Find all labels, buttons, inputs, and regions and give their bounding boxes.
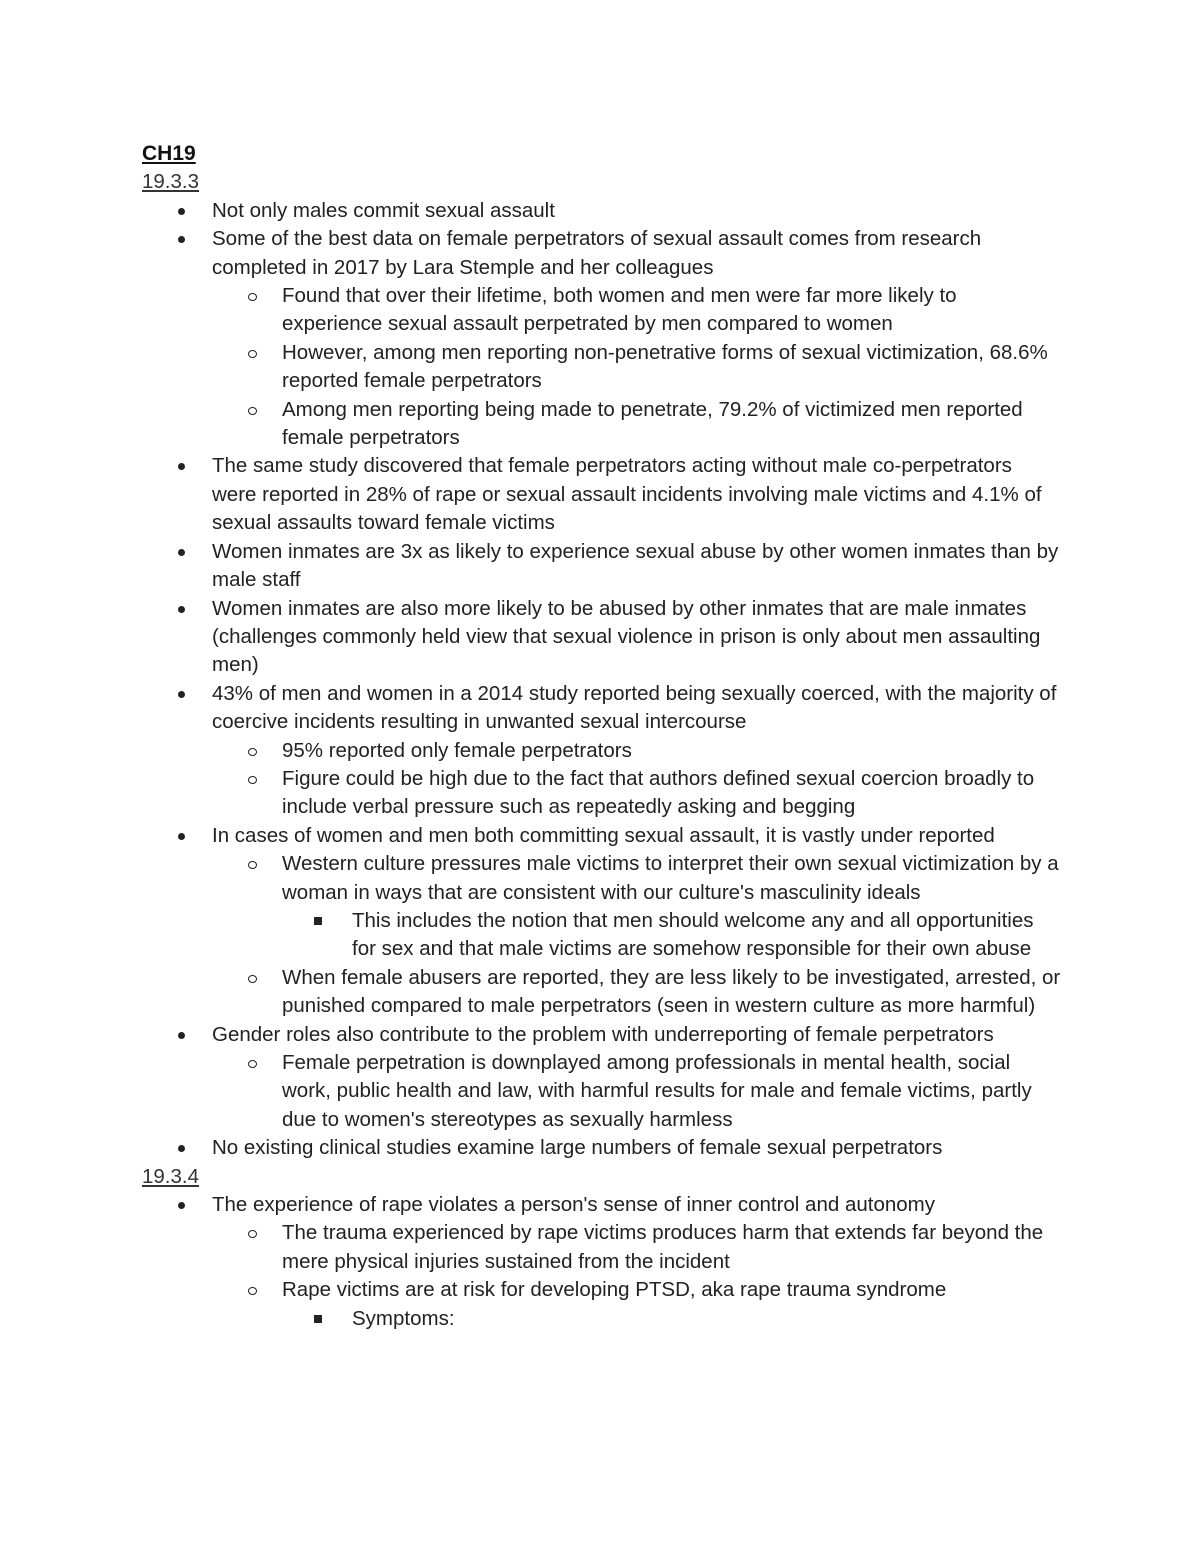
sub-sub-bullet-item bbox=[282, 1305, 1062, 1333]
sub-bullet-item bbox=[212, 339, 1062, 396]
square-bullet-icon bbox=[314, 1305, 334, 1333]
disc-bullet-icon bbox=[176, 822, 196, 850]
bullet-text: Women inmates are 3x as likely to experience sexual abuse by other women inmates than by male staff bbox=[212, 539, 1059, 592]
sub-bullet-item bbox=[212, 765, 1062, 822]
sub-bullet-item bbox=[212, 737, 1062, 765]
disc-bullet-icon bbox=[176, 538, 196, 566]
sub-bullet-item bbox=[212, 850, 1062, 964]
bullet-text: Some of the best data on female perpetrators of sexual assault comes from research completed in 2017 by Lara Stemple and her colleagues bbox=[212, 227, 982, 279]
sub-bullet-text: 95% reported only female perpetrators bbox=[282, 738, 632, 762]
sub-bullet-text: However, among men reporting non-penetrative forms of sexual victimization, 68.6% reported female perpetrators bbox=[282, 340, 1048, 393]
sub-bullet-item bbox=[212, 1276, 1062, 1333]
sub-sub-bullet-list bbox=[282, 1305, 1062, 1333]
circle-bullet-icon bbox=[248, 282, 268, 310]
bullet-item bbox=[142, 1021, 1062, 1135]
bullet-item bbox=[142, 595, 1062, 680]
sub-bullet-text: Figure could be high due to the fact that authors defined sexual coercion broadly to include verbal pressure such as repeatedly asking and begging bbox=[282, 766, 1035, 819]
bullet-item bbox=[142, 680, 1062, 822]
bullet-item bbox=[142, 822, 1062, 1021]
disc-bullet-icon bbox=[176, 680, 196, 708]
bullet-text: No existing clinical studies examine large numbers of female sexual perpetrators bbox=[212, 1136, 943, 1160]
sub-sub-bullet-text: Symptoms: bbox=[352, 1306, 455, 1330]
sub-bullet-text: Among men reporting being made to penetrate, 79.2% of victimized men reported female perpetrators bbox=[282, 397, 1023, 450]
bullet-text: Gender roles also contribute to the problem with underreporting of female perpetrators bbox=[212, 1022, 994, 1046]
bullet-text: The experience of rape violates a person's sense of inner control and autonomy bbox=[212, 1193, 935, 1217]
sub-sub-bullet-text: This includes the notion that men should welcome any and all opportunities for sex and that male victims are somehow responsible for their own abuse bbox=[352, 908, 1034, 961]
sub-bullet-text: The trauma experienced by rape victims produces harm that extends far beyond the mere physical injuries sustained from the incident bbox=[282, 1221, 1044, 1273]
bullet-text: Women inmates are also more likely to be abused by other inmates that are male inmates (challenges commonly held view that sexual violence in prison is only about men assaulting men) bbox=[212, 596, 1041, 677]
circle-bullet-icon bbox=[248, 1276, 268, 1304]
section-heading: 19.3.4 bbox=[142, 1164, 199, 1188]
sub-bullet-text: When female abusers are reported, they are less likely to be investigated, arrested, or punished compared to male perpetrators (seen in western culture as more harmful) bbox=[282, 965, 1061, 1018]
bullet-text: Not only males commit sexual assault bbox=[212, 198, 555, 222]
circle-bullet-icon bbox=[248, 339, 268, 367]
circle-bullet-icon bbox=[248, 850, 268, 878]
bullet-item bbox=[142, 538, 1062, 595]
document-body bbox=[142, 140, 1062, 1333]
sub-bullet-item bbox=[212, 396, 1062, 453]
sub-bullet-list bbox=[212, 282, 1062, 452]
sub-bullet-list bbox=[212, 737, 1062, 822]
bullet-text: In cases of women and men both committing sexual assault, it is vastly under reported bbox=[212, 823, 995, 847]
sub-sub-bullet-list bbox=[282, 907, 1062, 964]
circle-bullet-icon bbox=[248, 1049, 268, 1077]
sub-sub-bullet-item bbox=[282, 907, 1062, 964]
disc-bullet-icon bbox=[176, 452, 196, 480]
sub-bullet-item bbox=[212, 282, 1062, 339]
disc-bullet-icon bbox=[176, 197, 196, 225]
section-heading: 19.3.3 bbox=[142, 170, 199, 194]
sub-bullet-text: Rape victims are at risk for developing PTSD, aka rape trauma syndrome bbox=[282, 1278, 947, 1302]
bullet-item bbox=[142, 225, 1062, 452]
bullet-item bbox=[142, 197, 1062, 225]
circle-bullet-icon bbox=[248, 396, 268, 424]
sub-bullet-text: Western culture pressures male victims to interpret their own sexual victimization by a woman in ways that are consistent with our culture's masculinity ideals bbox=[282, 852, 1059, 904]
sub-bullet-list bbox=[212, 1049, 1062, 1134]
sub-bullet-item bbox=[212, 1219, 1062, 1276]
bullet-text: The same study discovered that female perpetrators acting without male co-perpetrators were reported in 28% of rape or sexual assault incidents involving male victims and 4.1% of sexual assaults toward female victims bbox=[212, 454, 1042, 535]
disc-bullet-icon bbox=[176, 1191, 196, 1219]
sub-bullet-text: Female perpetration is downplayed among professionals in mental health, social work, public health and law, with harmful results for male and female victims, partly due to women's stereotypes as sexually harmless bbox=[282, 1051, 1032, 1131]
sub-bullet-item bbox=[212, 1049, 1062, 1134]
disc-bullet-icon bbox=[176, 1021, 196, 1049]
disc-bullet-icon bbox=[176, 225, 196, 253]
document-title: CH19 bbox=[142, 142, 196, 165]
circle-bullet-icon bbox=[248, 765, 268, 793]
bullet-list bbox=[142, 1191, 1062, 1333]
bullet-item bbox=[142, 1191, 1062, 1333]
bullet-item bbox=[142, 452, 1062, 537]
sub-bullet-list bbox=[212, 1219, 1062, 1333]
bullet-item bbox=[142, 1134, 1062, 1162]
circle-bullet-icon bbox=[248, 1219, 268, 1247]
square-bullet-icon bbox=[314, 907, 334, 935]
bullet-text: 43% of men and women in a 2014 study reported being sexually coerced, with the majority of coercive incidents resulting in unwanted sexual intercourse bbox=[212, 681, 1057, 734]
sub-bullet-text: Found that over their lifetime, both women and men were far more likely to experience sexual assault perpetrated by men compared to women bbox=[282, 284, 957, 336]
disc-bullet-icon bbox=[176, 595, 196, 623]
circle-bullet-icon bbox=[248, 964, 268, 992]
disc-bullet-icon bbox=[176, 1134, 196, 1162]
circle-bullet-icon bbox=[248, 737, 268, 765]
sub-bullet-item bbox=[212, 964, 1062, 1021]
bullet-list bbox=[142, 197, 1062, 1163]
sub-bullet-list bbox=[212, 850, 1062, 1020]
